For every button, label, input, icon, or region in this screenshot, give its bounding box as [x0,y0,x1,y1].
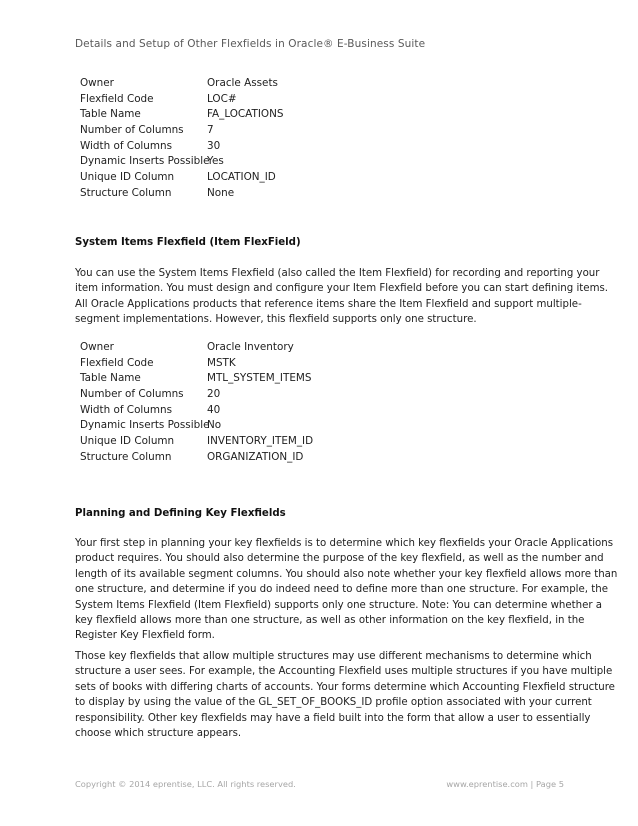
paragraph-line: sets of books with differing charts of accounts. Your forms determine which Accounting Flexfield structure [75,681,615,693]
row-key: Owner [80,341,114,353]
paragraph-line: Your first step in planning your key flexfields is to determine which key flexfields your Oracle Applications [75,538,614,549]
paragraph-line: structure a user sees. For example, the Accounting Flexfield uses multiple structures if you have multiple [75,666,613,678]
table-row [80,107,283,123]
row-value: LOCATION_ID [207,171,276,184]
row-value: 30 [207,139,221,152]
paragraph-line: responsibility. Other key flexfields may have a field built into the form that allow a user to essentially [75,712,591,724]
paragraph-system-items [75,266,609,328]
flexfield-table-inventory [80,340,313,466]
paragraph-line: Register Key Flexfield form. [75,630,215,642]
paragraph-line: product requires. You should also determine the purpose of the key flexfield, as well as the number and [75,553,604,565]
paragraph-line: System Items Flexfield (Item Flexfield) supports only one structure. Note: You can determine whether a [75,599,603,611]
table-row [80,434,313,450]
footer-copyright: Copyright © 2014 eprentise, LLC. All rights reserved. [75,779,296,789]
table-row [80,186,283,202]
table-row [80,371,313,387]
footer-page-number: www.eprentise.com | Page 5 [446,779,564,789]
row-key: Flexfield Code [80,92,154,105]
section-heading-key-flexfields: Planning and Defining Key Flexfields [75,508,286,519]
page-header-title: Details and Setup of Other Flexfields in Oracle® E-Business Suite [75,38,426,50]
row-key: Table Name [80,108,141,121]
paragraph-line: to display by using the value of the GL_SET_OF_BOOKS_ID profile option associated with your current [75,697,592,709]
row-value: 40 [207,403,221,416]
row-value: 7 [207,124,214,137]
section-heading-system-items: System Items Flexfield (Item FlexField) [75,237,301,248]
table-row [80,356,313,372]
row-key: Unique ID Column [80,435,175,448]
row-key: Number of Columns [80,388,184,401]
paragraph-line: choose which structure appears. [75,728,242,740]
row-key: Width of Columns [80,403,173,416]
row-value: MSTK [207,356,236,369]
table-row [80,403,313,419]
row-value: ORGANIZATION_ID [207,450,304,463]
row-key: Width of Columns [80,139,173,152]
row-value: Yes [207,155,224,168]
row-key: Dynamic Inserts Possible [80,419,210,432]
row-value: No [207,419,222,432]
row-key: Dynamic Inserts Possible [80,155,210,168]
paragraph-line: segment implementations. However, this flexfield supports only one structure. [75,314,477,326]
paragraph-multiple-structures [75,649,615,741]
row-value: Oracle Inventory [207,341,294,353]
row-key: Owner [80,77,114,89]
row-value: LOC# [207,92,237,105]
row-value: FA_LOCATIONS [207,108,284,121]
row-key: Number of Columns [80,124,184,137]
paragraph-line: Those key flexfields that allow multiple structures may use different mechanisms to determine which [75,651,592,662]
row-value: Oracle Assets [207,77,278,89]
row-value: 20 [207,388,221,401]
table-row [80,340,313,356]
paragraph-line: length of its available segment columns. You should also note whether your key flexfield allows more than [75,568,618,580]
table-row [80,418,313,434]
table-row [80,170,283,186]
paragraph-line: one structure, and determine if you do indeed need to define more than one structure. For example, the [75,584,608,596]
row-value: INVENTORY_ITEM_ID [207,435,314,448]
paragraph-line: key flexfield allows more than one structure, as well as other information on the key flexfield, in the [75,615,585,627]
table-row [80,76,283,92]
paragraph-line: All Oracle Applications products that reference items share the Item Flexfield and support multiple- [75,298,582,310]
table-row [80,123,283,139]
row-value: MTL_SYSTEM_ITEMS [207,372,312,385]
row-key: Structure Column [80,186,172,199]
table-row [80,154,283,170]
paragraph-planning [75,536,618,644]
table-row [80,450,313,466]
table-row [80,387,313,403]
flexfield-table-assets [80,76,283,202]
row-key: Structure Column [80,450,172,463]
table-row [80,139,283,155]
row-key: Unique ID Column [80,171,175,184]
row-key: Table Name [80,372,141,385]
paragraph-line: You can use the System Items Flexfield (also called the Item Flexfield) for recording and reporting your [75,268,600,279]
row-value: None [207,186,235,199]
row-key: Flexfield Code [80,356,154,369]
paragraph-line: item information. You must design and configure your Item Flexfield before you can start defining items. [75,283,609,295]
table-row [80,92,283,108]
